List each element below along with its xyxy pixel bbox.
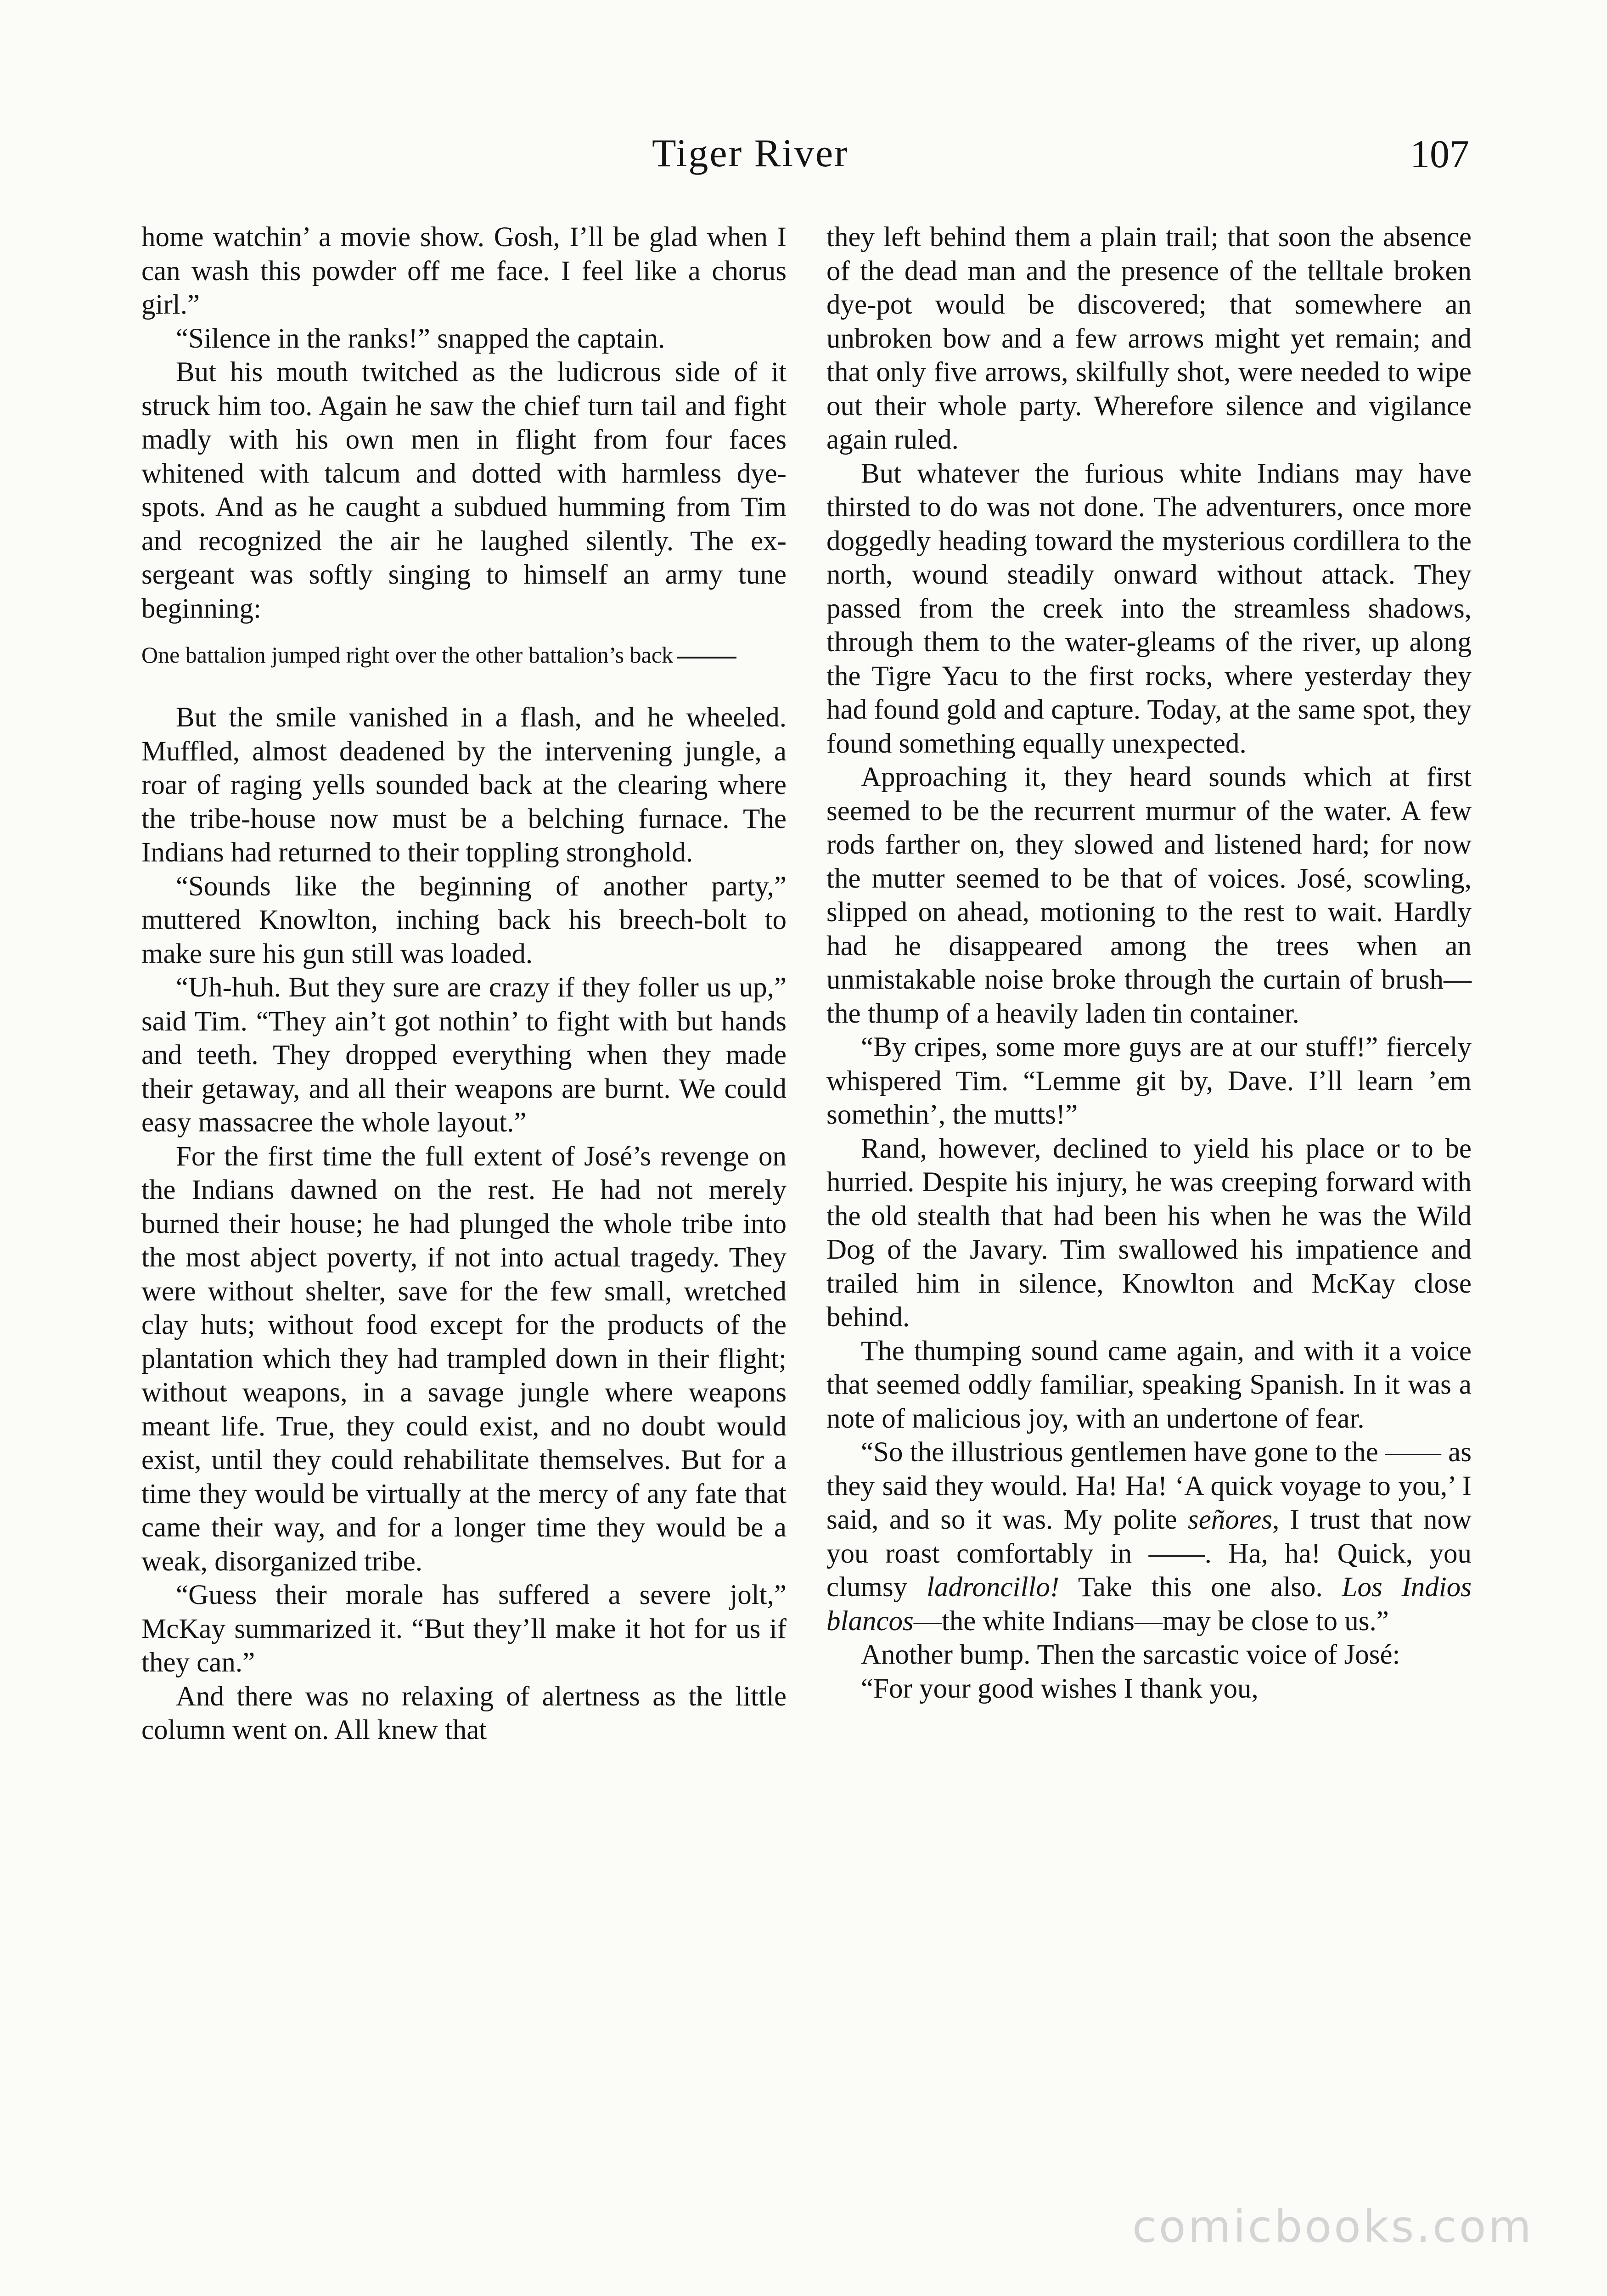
paragraph: “By cripes, some more guys are at our stuff!” fiercely whispered Tim. “Lemme git by, Dave. I’ll learn ’em somethin’, the mutts!” bbox=[826, 1032, 1472, 1130]
paragraph: “For your good wishes I thank you, bbox=[861, 1673, 1259, 1704]
page-number: 107 bbox=[1410, 132, 1469, 176]
dash-rule bbox=[677, 657, 736, 658]
verse-text: One battalion jumped right over the other battalion’s back bbox=[141, 642, 674, 668]
page-header bbox=[0, 133, 1607, 193]
watermark: comicbooks.com bbox=[1132, 2201, 1534, 2252]
paragraph: But the smile vanished in a flash, and he wheeled. Muffled, almost deadened by the intervening jungle, a roar of raging yells sounded back at the clearing where the tribe-house now must be a belching furnace. The Indians had returned to their toppling stronghold. bbox=[141, 702, 787, 868]
paragraph: But whatever the furious white Indians may have thirsted to do was not done. The adventurers, once more doggedly heading toward the mysterious cordillera to the north, wound steadily onward without attack. They passed from the creek into the streamless shadows, through them to the water-gleams of the river, up along the Tigre Yacu to the first rocks, where yesterday they had found gold and capture. Today, at the same spot, they found something equally unexpected. bbox=[826, 458, 1472, 759]
running-title: Tiger River bbox=[652, 131, 849, 175]
paragraph: they left behind them a plain trail; that soon the absence of the dead man and the presence of the telltale broken dye-pot would be discovered; that somewhere an unbroken bow and a few arrows might yet remain; and that only five arrows, skilfully shot, were needed to wipe out their whole party. Wherefore silence and vigilance again ruled. bbox=[826, 222, 1472, 455]
paragraph: Rand, however, declined to yield his place or to be hurried. Despite his injury, he was creeping forward with the old stealth that had been his when he was the Wild Dog of the Javary. Tim swallowed his impatience and trailed him in silence, Knowlton and McKay close behind. bbox=[826, 1133, 1472, 1333]
text-run: —the white Indians—may be close to us.” bbox=[913, 1605, 1389, 1637]
paragraph: For the first time the full extent of José’s revenge on the Indians dawned on the rest. He had not merely burned their house; he had plunged the whole tribe into the most abject poverty, if not into actual tragedy. They were without shelter, save for the few small, wretched clay huts; without food except for the products of the plantation which they had trampled down in their flight; without weapons, in a savage jungle where weapons meant life. True, they could exist, and no doubt would exist, until they could rehabilitate themselves. But for a time they would be virtually at the mercy of any fate that came their way, and for a longer time they would be a weak, disorganized tribe. bbox=[141, 1141, 787, 1577]
paragraph: home watchin’ a movie show. Gosh, I’ll be glad when I can wash this powder off me face. I feel like a chorus girl.” bbox=[141, 222, 787, 320]
paragraph: “Sounds like the beginning of another party,” muttered Knowlton, inching back his breech-bolt to make sure his gun still was loaded. bbox=[141, 871, 787, 969]
paragraph: And there was no relaxing of alertness as the little column went on. All knew that bbox=[141, 1681, 787, 1745]
italic-text: Los Indios blancos bbox=[826, 1572, 1472, 1637]
italic-text: ladroncillo! bbox=[927, 1572, 1060, 1603]
italic-text: señores bbox=[1187, 1504, 1273, 1535]
paragraph: But his mouth twitched as the ludicrous side of it struck him too. Again he saw the chief turn tail and fight madly with his own men in flight from four faces whitened with talcum and dotted with harmless dye-spots. And as he caught a subdued humming from Tim and recognized the air he laughed silently. The ex-sergeant was softly singing to himself an army tune beginning: bbox=[141, 357, 787, 624]
paragraph: Approaching it, they heard sounds which at first seemed to be the recurrent murmur of the water. A few rods farther on, they slowed and listened hard; for now the mutter seemed to be that of voices. José, scowling, slipped on ahead, motioning to the rest to wait. Hardly had he disappeared among the trees when an unmistakable noise broke through the curtain of brush—the thump of a heavily laden tin container. bbox=[826, 762, 1472, 1029]
left-column bbox=[141, 220, 787, 1747]
paragraph bbox=[826, 1435, 1472, 1638]
paragraph: “Guess their morale has suffered a severe jolt,” McKay summarized it. “But they’ll make it hot for us if they can.” bbox=[141, 1580, 787, 1678]
text-run: , I trust that now you roast comfortably in ——. Ha, ha! Quick, you clumsy bbox=[826, 1504, 1472, 1603]
text-run: “So the illustrious gentlemen have gone to the —— as they said they would. Ha! Ha! ‘A quick voyage to you,’ I said, and so it was. My polite bbox=[826, 1437, 1472, 1535]
paragraph: “Silence in the ranks!” snapped the captain. bbox=[176, 323, 665, 354]
right-column bbox=[826, 220, 1472, 1705]
text-run: Take this one also. bbox=[1059, 1572, 1342, 1603]
paragraph: The thumping sound came again, and with it a voice that seemed oddly familiar, speaking Spanish. In it was a note of malicious joy, with an undertone of fear. bbox=[826, 1335, 1472, 1434]
paragraph: Another bump. Then the sarcastic voice of José: bbox=[861, 1639, 1400, 1670]
verse-quote bbox=[141, 641, 787, 669]
paragraph: “Uh-huh. But they sure are crazy if they foller us up,” said Tim. “They ain’t got nothin’ to fight with but hands and teeth. They dropped everything when they made their getaway, and all their weapons are burnt. We could easy massacree the whole layout.” bbox=[141, 972, 787, 1138]
